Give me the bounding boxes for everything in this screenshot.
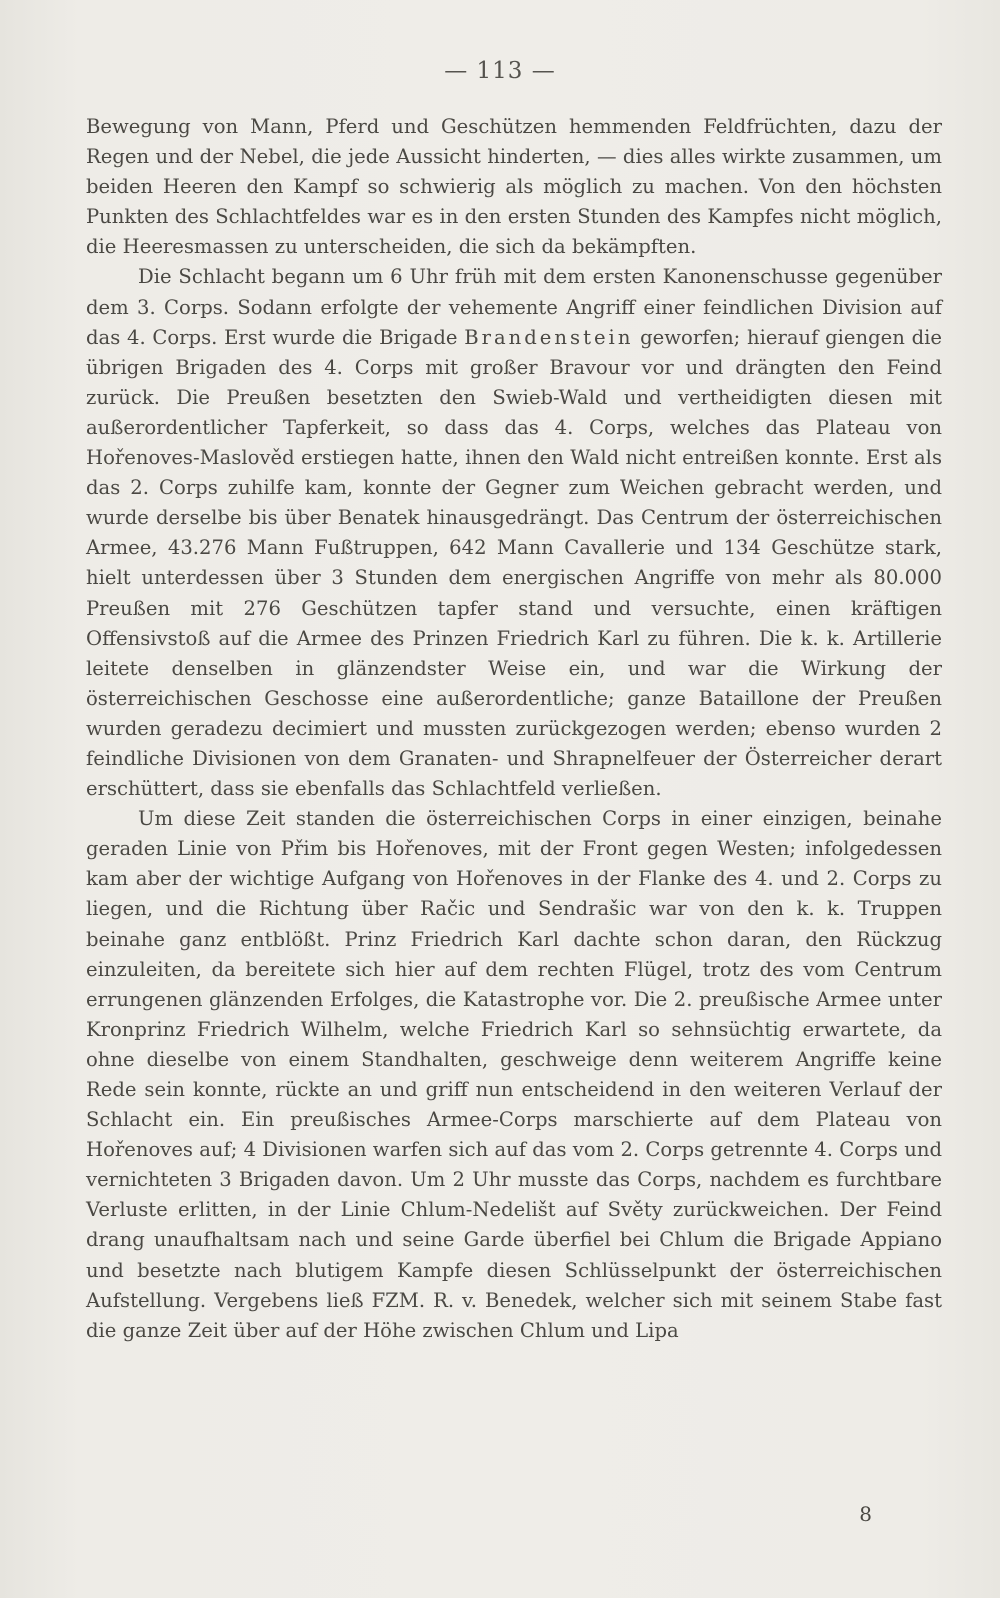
signature-mark: 8 [859,1502,872,1526]
paragraph-2-part-2: geworfen; hierauf giengen die übrigen Brigaden des 4. Corps mit großer Bravour vor und drängten den Feind zurück. Die Preußen besetzten den Swieb-Wald und vertheidigten diesen mit außerordentlicher Tapferkeit, so dass das 4. Corps, welches das Plateau von Hořenoves-Maslověd erstiegen hatte, ihnen den Wald nicht entreißen konnte. Erst als das 2. Corps zuhilfe kam, konnte der Gegner zum Weichen gebracht werden, und wurde derselbe bis über Benatek hinausgedrängt. Das Centrum der österreichischen Armee, 43.276 Mann Fußtruppen, 642 Mann Cavallerie und 134 Geschütze stark, hielt unterdessen über 3 Stunden dem energischen Angriffe von mehr als 80.000 Preußen mit 276 Geschützen tapfer stand und versuchte, einen kräftigen Offensivstoß auf die Armee des Prinzen Friedrich Karl zu führen. Die k. k. Artillerie leitete denselben in glänzendster Weise ein, und war die Wirkung der österreichischen Geschosse eine außerordentliche; ganze Bataillone der Preußen wurden geradezu decimiert und mussten zurückgezogen werden; ebenso wurden 2 feindliche Divisionen von dem Granaten- und Shrapnelfeuer der Österreicher derart erschüttert, dass sie ebenfalls das Schlachtfeld verließen. [86,325,942,801]
paragraph-1: Bewegung von Mann, Pferd und Geschützen hemmenden Feldfrüchten, dazu der Regen und der Nebel, die jede Aussicht hinderten, — dies alles wirkte zusammen, um beiden Heeren den Kampf so schwierig als möglich zu machen. Von den höchsten Punkten des Schlachtfeldes war es in den ersten Stunden des Kampfes nicht möglich, die Heeresmassen zu unterscheiden, die sich da bekämpften. [86,115,942,259]
paragraph-2 [86,262,942,804]
paragraph-3: Um diese Zeit standen die österreichischen Corps in einer einzigen, beinahe geraden Linie von Přim bis Hořenoves, mit der Front gegen Westen; infolgedessen kam aber der wichtige Aufgang von Hořenoves in der Flanke des 4. und 2. Corps zu liegen, und die Richtung über Račic und Sendrašic war von den k. k. Truppen beinahe ganz entblößt. Prinz Friedrich Karl dachte schon daran, den Rückzug einzuleiten, da bereitete sich hier auf dem rechten Flügel, trotz des vom Centrum errungenen glänzenden Erfolges, die Katastrophe vor. Die 2. preußische Armee unter Kronprinz Friedrich Wilhelm, welche Friedrich Karl so sehnsüchtig erwartete, da ohne dieselbe von einem Standhalten, geschweige denn weiterem Angriffe keine Rede sein konnte, rückte an und griff nun entscheidend in den weiteren Verlauf der Schlacht ein. Ein preußisches Armee-Corps marschierte auf dem Plateau von Hořenoves auf; 4 Divisionen warfen sich auf das vom 2. Corps getrennte 4. Corps und vernichteten 3 Brigaden davon. Um 2 Uhr musste das Corps, nachdem es furchtbare Verluste erlitten, in der Linie Chlum-Nedelišt auf Světy zurückweichen. Der Feind drang unaufhaltsam nach und seine Garde überfiel bei Chlum die Brigade Appiano und besetzte nach blutigem Kampfe diesen Schlüsselpunkt der österreichischen Aufstellung. Vergebens ließ FZM. R. v. Benedek, welcher sich mit seinem Stabe fast die ganze Zeit über auf der Höhe zwischen Chlum und Lipa [86,807,942,1342]
paragraph-2-part-1: Die Schlacht begann um 6 Uhr früh mit dem ersten Kanonenschusse gegenüber dem 3. Corps. Sodann erfolgte der vehemente Angriff einer feindlichen Division auf das 4. Corps. Erst wurde die Brigade [86,265,942,349]
body-text [86,112,942,1346]
page-number-header: — 113 — [444,58,556,84]
brigade-name-spaced: Brandenstein [464,325,634,349]
